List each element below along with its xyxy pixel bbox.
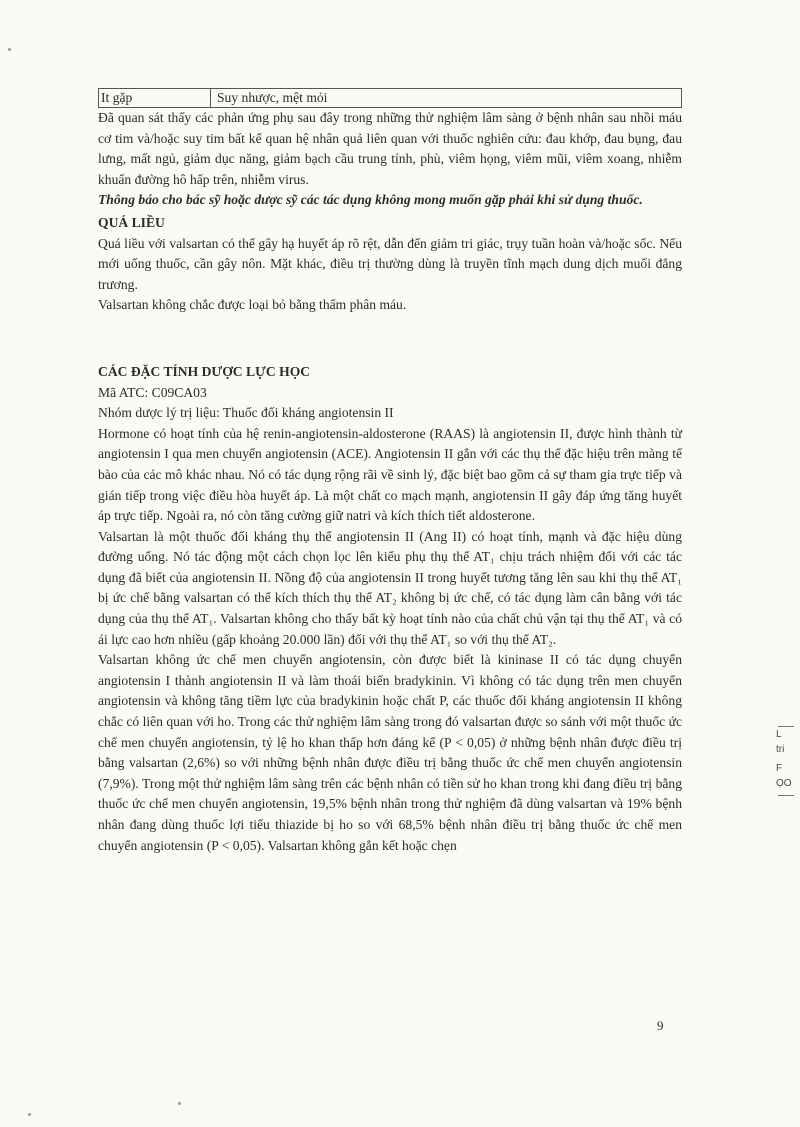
adverse-frequency-table-row [98, 88, 682, 108]
pharmacodynamics-paragraph-2: Valsartan là một thuốc đối kháng thụ thể angiotensin II (Ang II) có hoạt tính, mạnh và đặc hiệu dùng đường uống. Nó tác động một cách chọn lọc lên kiểu phụ thụ thể AT₁ chịu trách nhiệm đối với các tác dụng đã biết của angiotensin II. Nồng độ của angiotensin II trong huyết tương tăng lên sau khi thụ thể AT₁ bị ức chế bằng valsartan có thể kích thích thụ thể AT₂ không bị ức chế, có tác dụng làm cân bằng với tác dụng của thụ thể AT₁. Valsartan không cho thấy bất kỳ hoạt tính nào của chất chủ vận tại thụ thể AT₁ và có ái lực cao hơn nhiều (gấp khoảng 20.000 lần) đối với thụ thể AT₁ so với thụ thể AT₂. [98, 528, 682, 647]
margin-mark-2: tri [776, 744, 785, 755]
margin-rule-bottom [778, 795, 794, 796]
scan-speck [28, 1113, 31, 1116]
overdose-paragraph-1: Quá liều với valsartan có thể gây hạ huyết áp rõ rệt, dẫn đến giảm tri giác, trụy tuần hoàn và/hoặc sốc. Nếu mới uống thuốc, cần gây nôn. Mặt khác, điều trị thường dùng là truyền tĩnh mạch dung dịch muối đẳng trương. [98, 235, 682, 292]
margin-mark-4: ỌO [776, 778, 792, 789]
scan-speck [8, 48, 11, 51]
scan-speck [178, 1102, 181, 1105]
margin-rule-top [778, 726, 794, 727]
adverse-reactions-warning: Thông báo cho bác sỹ hoặc dược sỹ các tác dụng không mong muốn gặp phải khi sử dụng thuốc. [98, 192, 643, 208]
pharmacodynamics-paragraph-1: Hormone có hoạt tính của hệ renin-angiotensin-aldosterone (RAAS) là angiotensin II, được hình thành từ angiotensin I qua men chuyển angiotensin (ACE). Angiotensin II gắn với các thụ thể đặc hiệu trên màng tế bào của các mô khác nhau. Nó có tác dụng rộng rãi về sinh lý, đặc biệt bao gồm cả sự tham gia trực tiếp và gián tiếp trong việc điều hòa huyết áp. Là một chất co mạch mạnh, angiotensin II gây đáp ứng tăng huyết áp trực tiếp. Ngoài ra, nó còn tăng cường giữ natri và kích thích tiết aldosterone. [98, 425, 682, 524]
margin-mark-1: L [776, 729, 782, 740]
pharmacotherapeutic-group: Nhóm dược lý trị liệu: Thuốc đối kháng angiotensin II [98, 405, 394, 421]
margin-mark-3: F [776, 763, 783, 774]
frequency-cell: It gặp [99, 89, 211, 107]
section-spacer [98, 316, 682, 360]
pharmacodynamics-paragraph-3: Valsartan không ức chế men chuyển angiotensin, còn được biết là kininase II có tác dụng chuyển angiotensin I thành angiotensin II và làm thoái biến bradykinin. Vì không có tác dụng trên men chuyển angiotensin và không tăng tiềm lực của bradykinin hoặc chất P, các thuốc đối kháng angiotensin II không chắc có liên quan với ho. Trong các thử nghiệm lâm sàng trong đó valsartan được so sánh với một thuốc ức chế men chuyển angiotensin, tỷ lệ ho khan thấp hơn đáng kể (P < 0,05) ở những bệnh nhân được điều trị bằng valsartan (2,6%) so với những bệnh nhân được điều trị bằng thuốc ức chế men chuyển angiotensin (7,9%). Trong một thử nghiệm lâm sàng trên các bệnh nhân có tiền sử ho khan trong khi đang điều trị bằng thuốc ức chế men chuyển angiotensin, 19,5% bệnh nhân trong thử nghiệm đã dùng valsartan và 19% bệnh nhân đang dùng thuốc lợi tiểu thiazide bị ho so với 68,5% bệnh nhân điều trị bằng thuốc ức chế men chuyển angiotensin (P < 0,05). Valsartan không gắn kết hoặc chẹn [98, 652, 682, 853]
overdose-heading: QUÁ LIỀU [98, 214, 165, 230]
adverse-reactions-note: Đã quan sát thấy các phản ứng phụ sau đây trong những thử nghiệm lâm sàng ở bệnh nhân sau nhồi máu cơ tim và/hoặc suy tim bất kể quan hệ nhân quả liên quan với thuốc nghiên cứu: đau khớp, đau bụng, đau lưng, mất ngủ, giảm dục năng, giảm bạch cầu trung tính, phù, viêm họng, viêm mũi, viêm xoang, nhiễm khuẩn đường hô hấp trên, nhiễm virus. [98, 110, 682, 187]
pharmacodynamics-heading: CÁC ĐẶC TÍNH DƯỢC LỰC HỌC [98, 363, 311, 379]
reaction-cell: Suy nhược, mệt mỏi [217, 90, 328, 105]
atc-code: Mã ATC: C09CA03 [98, 384, 207, 400]
page-number: 9 [657, 1018, 664, 1033]
overdose-paragraph-2: Valsartan không chắc được loại bỏ bằng thẩm phân máu. [98, 297, 407, 313]
page-content [98, 88, 682, 856]
